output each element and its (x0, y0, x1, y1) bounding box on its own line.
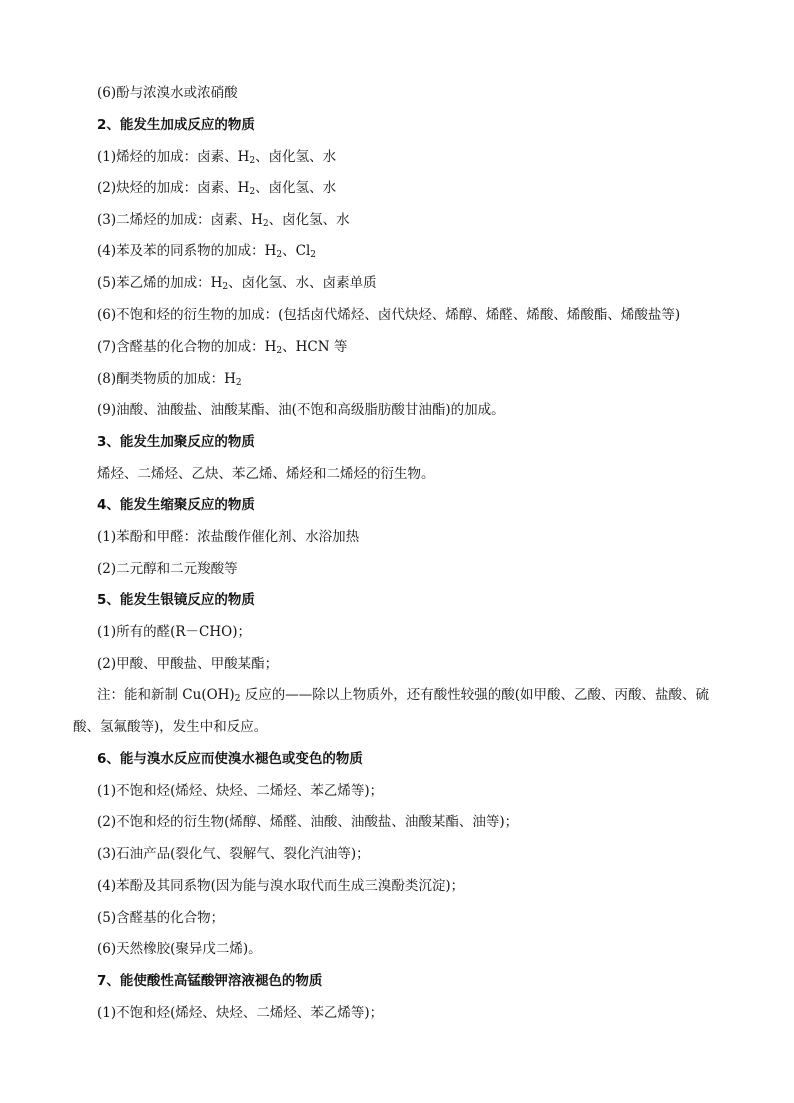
section-heading (97, 116, 255, 134)
list-item (97, 528, 359, 546)
line-text: (2)甲酸、甲酸盐、甲酸某酯； (97, 656, 279, 672)
list-item (97, 179, 336, 197)
line-text: 反应的——除以上物质外，还有酸性较强的酸(如甲酸、乙酸、丙酸、盐酸、硫 (240, 687, 709, 703)
line-text: (2)二元醇和二元羧酸等 (97, 561, 238, 577)
line-text: (1)烯烃的加成：卤素、H (97, 149, 250, 165)
subscript-text: 2 (276, 250, 283, 260)
list-item (97, 560, 238, 578)
line-text: (4)苯及苯的同系物的加成：H (97, 243, 277, 259)
list-item (97, 370, 242, 388)
list-item (97, 211, 350, 229)
line-text: (1)不饱和烃(烯烃、炔烃、二烯烃、苯乙烯等)； (97, 1005, 384, 1021)
list-item (97, 623, 251, 641)
list-item (97, 148, 336, 166)
list-item (97, 306, 680, 324)
list-item (97, 274, 377, 292)
subscript-text: 2 (249, 156, 256, 166)
list-item (97, 655, 278, 673)
line-text: 、卤化氢、水 (268, 212, 350, 228)
subscript-text: 2 (276, 346, 283, 356)
line-text: 、卤化氢、水 (255, 149, 337, 165)
line-text: (1)苯酚和甲醛：浓盐酸作催化剂、水浴加热 (97, 529, 360, 545)
line-text: 、Cl (282, 243, 311, 259)
list-item (97, 338, 347, 356)
line-text: (1)不饱和烃(烯烃、炔烃、二烯烃、苯乙烯等)； (97, 783, 384, 799)
line-text: (8)酮类物质的加成：H (97, 371, 236, 387)
note-continuation (73, 718, 725, 736)
line-text: 5、能发生银镜反应的物质 (97, 592, 255, 608)
list-item (97, 1004, 383, 1022)
line-text: (4)苯酚及其同系物(因为能与溴水取代而生成三溴酚类沉淀)； (97, 878, 465, 894)
list-item (97, 877, 464, 895)
line-text: 酸、氢氟酸等)，发生中和反应。 (73, 719, 268, 735)
list-item (97, 242, 316, 260)
section-heading (97, 496, 255, 514)
line-text: (2)不饱和烃的衍生物(烯醇、烯醛、油酸、油酸盐、油酸某酯、油等)； (97, 814, 519, 830)
section-heading (97, 750, 363, 768)
section-heading (97, 433, 255, 451)
list-item (97, 465, 435, 483)
line-text: (6)天然橡胶(聚异戊二烯)。 (97, 941, 262, 957)
line-text: (2)炔烃的加成：卤素、H (97, 180, 250, 196)
line-text: 注：能和新制 Cu(OH) (97, 687, 235, 703)
list-item (97, 845, 370, 863)
subscript-text: 2 (262, 219, 269, 229)
list-item (97, 813, 518, 831)
line-text: (3)二烯烃的加成：卤素、H (97, 212, 263, 228)
line-text: (5)苯乙烯的加成：H (97, 275, 223, 291)
line-text: 、卤化氢、水、卤素单质 (228, 275, 377, 291)
list-item (97, 84, 238, 102)
line-text: 烯烃、二烯烃、乙炔、苯乙烯、烯烃和二烯烃的衍生物。 (97, 466, 435, 482)
subscript-text: 2 (222, 282, 229, 292)
line-text: (5)含醛基的化合物； (97, 910, 225, 926)
line-text: 6、能与溴水反应而使溴水褪色或变色的物质 (97, 751, 363, 767)
note-line (97, 686, 749, 704)
line-text: 2、能发生加成反应的物质 (97, 117, 255, 133)
list-item (97, 782, 383, 800)
line-text: (1)所有的醛(R－CHO)； (97, 624, 251, 640)
subscript-text: 2 (234, 694, 241, 704)
line-text: 、HCN 等 (282, 339, 348, 355)
section-heading (97, 591, 255, 609)
line-text: 、卤化氢、水 (255, 180, 337, 196)
line-text: 7、能使酸性高锰酸钾溶液褪色的物质 (97, 973, 323, 989)
line-text: (9)油酸、油酸盐、油酸某酯、油(不饱和高级脂肪酸甘油酯)的加成。 (97, 402, 505, 418)
subscript-text: 2 (235, 378, 242, 388)
list-item (97, 940, 262, 958)
line-text: (6)不饱和烃的衍生物的加成：(包括卤代烯烃、卤代炔烃、烯醇、烯醛、烯酸、烯酸酯、烯酸盐等) (97, 307, 681, 323)
line-text: (7)含醛基的化合物的加成：H (97, 339, 277, 355)
line-text: 3、能发生加聚反应的物质 (97, 434, 255, 450)
subscript-text: 2 (249, 187, 256, 197)
line-text: (6)酚与浓溴水或浓硝酸 (97, 85, 238, 101)
line-text: 4、能发生缩聚反应的物质 (97, 497, 255, 513)
section-heading (97, 972, 322, 990)
line-text: (3)石油产品(裂化气、裂解气、裂化汽油等)； (97, 846, 370, 862)
list-item (97, 401, 505, 419)
list-item (97, 909, 224, 927)
subscript-text: 2 (310, 250, 317, 260)
